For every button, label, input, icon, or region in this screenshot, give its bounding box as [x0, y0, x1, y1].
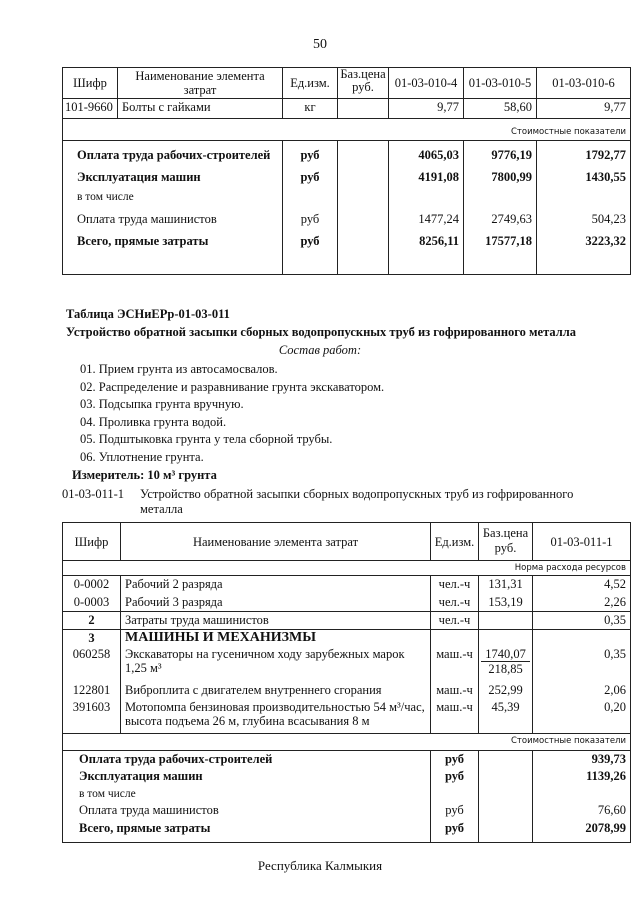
row-unit: чел.-ч — [431, 576, 479, 594]
work-item: 01. Прием грунта из автосамосвалов. — [80, 362, 278, 376]
cost-name: Оплата труда рабочих-строителей — [77, 147, 271, 162]
table-row — [63, 99, 631, 119]
cost-name: Всего, прямые затраты — [77, 233, 209, 248]
row-v3: 9,77 — [537, 99, 631, 119]
row-price-secondary: 218,85 — [488, 662, 523, 676]
work-item: 02. Распределение и разравнивание грунта экскаватором. — [80, 379, 385, 394]
cost-indicators-label: Стоимостные показатели — [63, 119, 631, 141]
cost-indicators-label: Стоимостные показатели — [63, 733, 631, 750]
row-value: 2,06 — [533, 682, 631, 699]
cost-v2: 17577,18 — [464, 233, 537, 255]
row-price — [338, 99, 389, 119]
cost-name: Оплата труда машинистов — [79, 803, 219, 817]
cost-v3: 504,23 — [537, 211, 631, 233]
row-price: 131,31 — [479, 576, 533, 594]
cost-unit: руб — [431, 750, 479, 768]
work-item: 05. Подштыковка грунта у тела сборной трубы. — [80, 432, 333, 447]
cost-row — [63, 147, 631, 169]
work-heading: Состав работ: — [278, 343, 362, 357]
row-code: 0-0002 — [63, 576, 121, 594]
cost-row — [63, 211, 631, 233]
header-code: Шифр — [63, 523, 121, 561]
footer-region: Республика Калмыкия — [257, 858, 383, 873]
row-code: 101-9660 — [63, 99, 118, 119]
table-row — [63, 646, 631, 682]
row-name: Болты с гайками — [118, 99, 283, 119]
row-value: 2,26 — [533, 594, 631, 612]
cost-value: 1139,26 — [533, 768, 631, 786]
work-item: 04. Проливка грунта водой. — [80, 414, 227, 429]
page-number: 50 — [313, 37, 327, 52]
header-name: Наименование элемента затрат — [118, 68, 283, 99]
header-unit: Ед.изм. — [431, 523, 479, 561]
cost-v1: 4065,03 — [389, 147, 464, 169]
row-value: 0,35 — [533, 646, 631, 682]
table-row — [63, 682, 631, 699]
row-v1: 9,77 — [389, 99, 464, 119]
row-code: 060258 — [63, 646, 121, 682]
row-price: 45,39 — [479, 699, 533, 733]
row-price: 1740,07 — [481, 647, 530, 662]
table-row — [63, 630, 631, 647]
cost-name: Оплата труда рабочих-строителей — [79, 751, 273, 766]
cost-row — [63, 786, 631, 802]
cost-row — [63, 802, 631, 820]
table-row — [63, 594, 631, 612]
cost-name: Эксплуатация машин — [77, 169, 201, 184]
row-name: Рабочий 3 разряда — [121, 594, 431, 612]
row-code: 3 — [63, 630, 121, 647]
cost-row — [63, 768, 631, 786]
cost-unit: руб — [283, 233, 338, 255]
meter: Измеритель: 10 м³ грунта — [72, 468, 217, 482]
header-col3: 01-03-010-6 — [537, 68, 631, 99]
cost-unit: руб — [283, 211, 338, 233]
cost-name: в том числе — [77, 190, 134, 203]
cost-unit: руб — [431, 820, 479, 842]
table-row — [63, 576, 631, 594]
cost-v2: 2749,63 — [464, 211, 537, 233]
row-name: Затраты труда машинистов — [121, 612, 431, 630]
row-code: 0-0003 — [63, 594, 121, 612]
row-unit: маш.-ч — [431, 646, 479, 682]
cost-v2: 7800,99 — [464, 169, 537, 189]
cost-name: в том числе — [79, 788, 136, 800]
cost-v1: 8256,11 — [389, 233, 464, 255]
cost-unit: руб — [431, 802, 479, 820]
cost-table-2 — [62, 522, 631, 843]
header-code: Шифр — [63, 68, 118, 99]
row-unit: маш.-ч — [431, 682, 479, 699]
table-row — [63, 612, 631, 630]
table-id: Таблица ЭСНиЕРр-01-03-011 — [66, 307, 230, 321]
row-name: Рабочий 2 разряда — [121, 576, 431, 594]
row-name: Экскаваторы на гусеничном ходу зарубежных марок 1,25 м³ — [121, 646, 431, 682]
cost-value: 2078,99 — [533, 820, 631, 842]
cost-name: Оплата труда машинистов — [77, 211, 217, 226]
section-title: Устройство обратной засыпки сборных водопропускных труб из гофрированного металла — [66, 325, 577, 339]
row-price: 252,99 — [479, 682, 533, 699]
cost-row — [63, 189, 631, 211]
cost-v1: 1477,24 — [389, 211, 464, 233]
row-code: 2 — [63, 612, 121, 630]
cost-v3: 1792,77 — [537, 147, 631, 169]
row-name: Мотопомпа бензиновая производительностью 54 м³/час, высота подъема 26 м, глубина всасывания 8 м — [121, 699, 431, 733]
norm-label: Норма расхода ресурсов — [63, 561, 631, 576]
cost-v3: 3223,32 — [537, 233, 631, 255]
row-v2: 58,60 — [464, 99, 537, 119]
row-name: МАШИНЫ И МЕХАНИЗМЫ — [121, 630, 431, 647]
header-price: Баз.цена руб. — [338, 68, 389, 99]
row-name: Виброплита с двигателем внутреннего сгорания — [121, 682, 431, 699]
header-col1: 01-03-010-4 — [389, 68, 464, 99]
cost-unit: руб — [431, 768, 479, 786]
row-price: 153,19 — [479, 594, 533, 612]
cost-name: Эксплуатация машин — [79, 769, 203, 783]
row-code: 391603 — [63, 699, 121, 733]
row-unit: маш.-ч — [431, 699, 479, 733]
row-value: 4,52 — [533, 576, 631, 594]
header-col2: 01-03-010-5 — [464, 68, 537, 99]
item-code: 01-03-011-1 — [62, 487, 125, 501]
cost-unit: руб — [283, 147, 338, 169]
row-value: 0,35 — [533, 612, 631, 630]
header-col1: 01-03-011-1 — [533, 523, 631, 561]
cost-row — [63, 750, 631, 768]
cost-name: Всего, прямые затраты — [79, 821, 211, 835]
cost-v2: 9776,19 — [464, 147, 537, 169]
cost-row — [63, 820, 631, 842]
cost-table-1 — [62, 67, 631, 275]
works-list — [80, 361, 384, 467]
item-name: Устройство обратной засыпки сборных водопропускных труб из гофрированного металла — [140, 487, 574, 516]
row-value: 0,20 — [533, 699, 631, 733]
work-item: 06. Уплотнение грунта. — [80, 449, 204, 464]
header-name: Наименование элемента затрат — [121, 523, 431, 561]
work-item: 03. Подсыпка грунта вручную. — [80, 397, 244, 412]
cost-row — [63, 169, 631, 189]
header-price: Баз.цена руб. — [479, 523, 533, 561]
row-code: 122801 — [63, 682, 121, 699]
row-unit: чел.-ч — [431, 612, 479, 630]
cost-v3: 1430,55 — [537, 169, 631, 189]
cost-value: 939,73 — [533, 750, 631, 768]
cost-unit: руб — [283, 169, 338, 189]
header-unit: Ед.изм. — [283, 68, 338, 99]
cost-value: 76,60 — [533, 802, 631, 820]
table-row — [63, 699, 631, 733]
row-unit: кг — [283, 99, 338, 119]
cost-row — [63, 233, 631, 255]
cost-v1: 4191,08 — [389, 169, 464, 189]
row-unit: чел.-ч — [431, 594, 479, 612]
